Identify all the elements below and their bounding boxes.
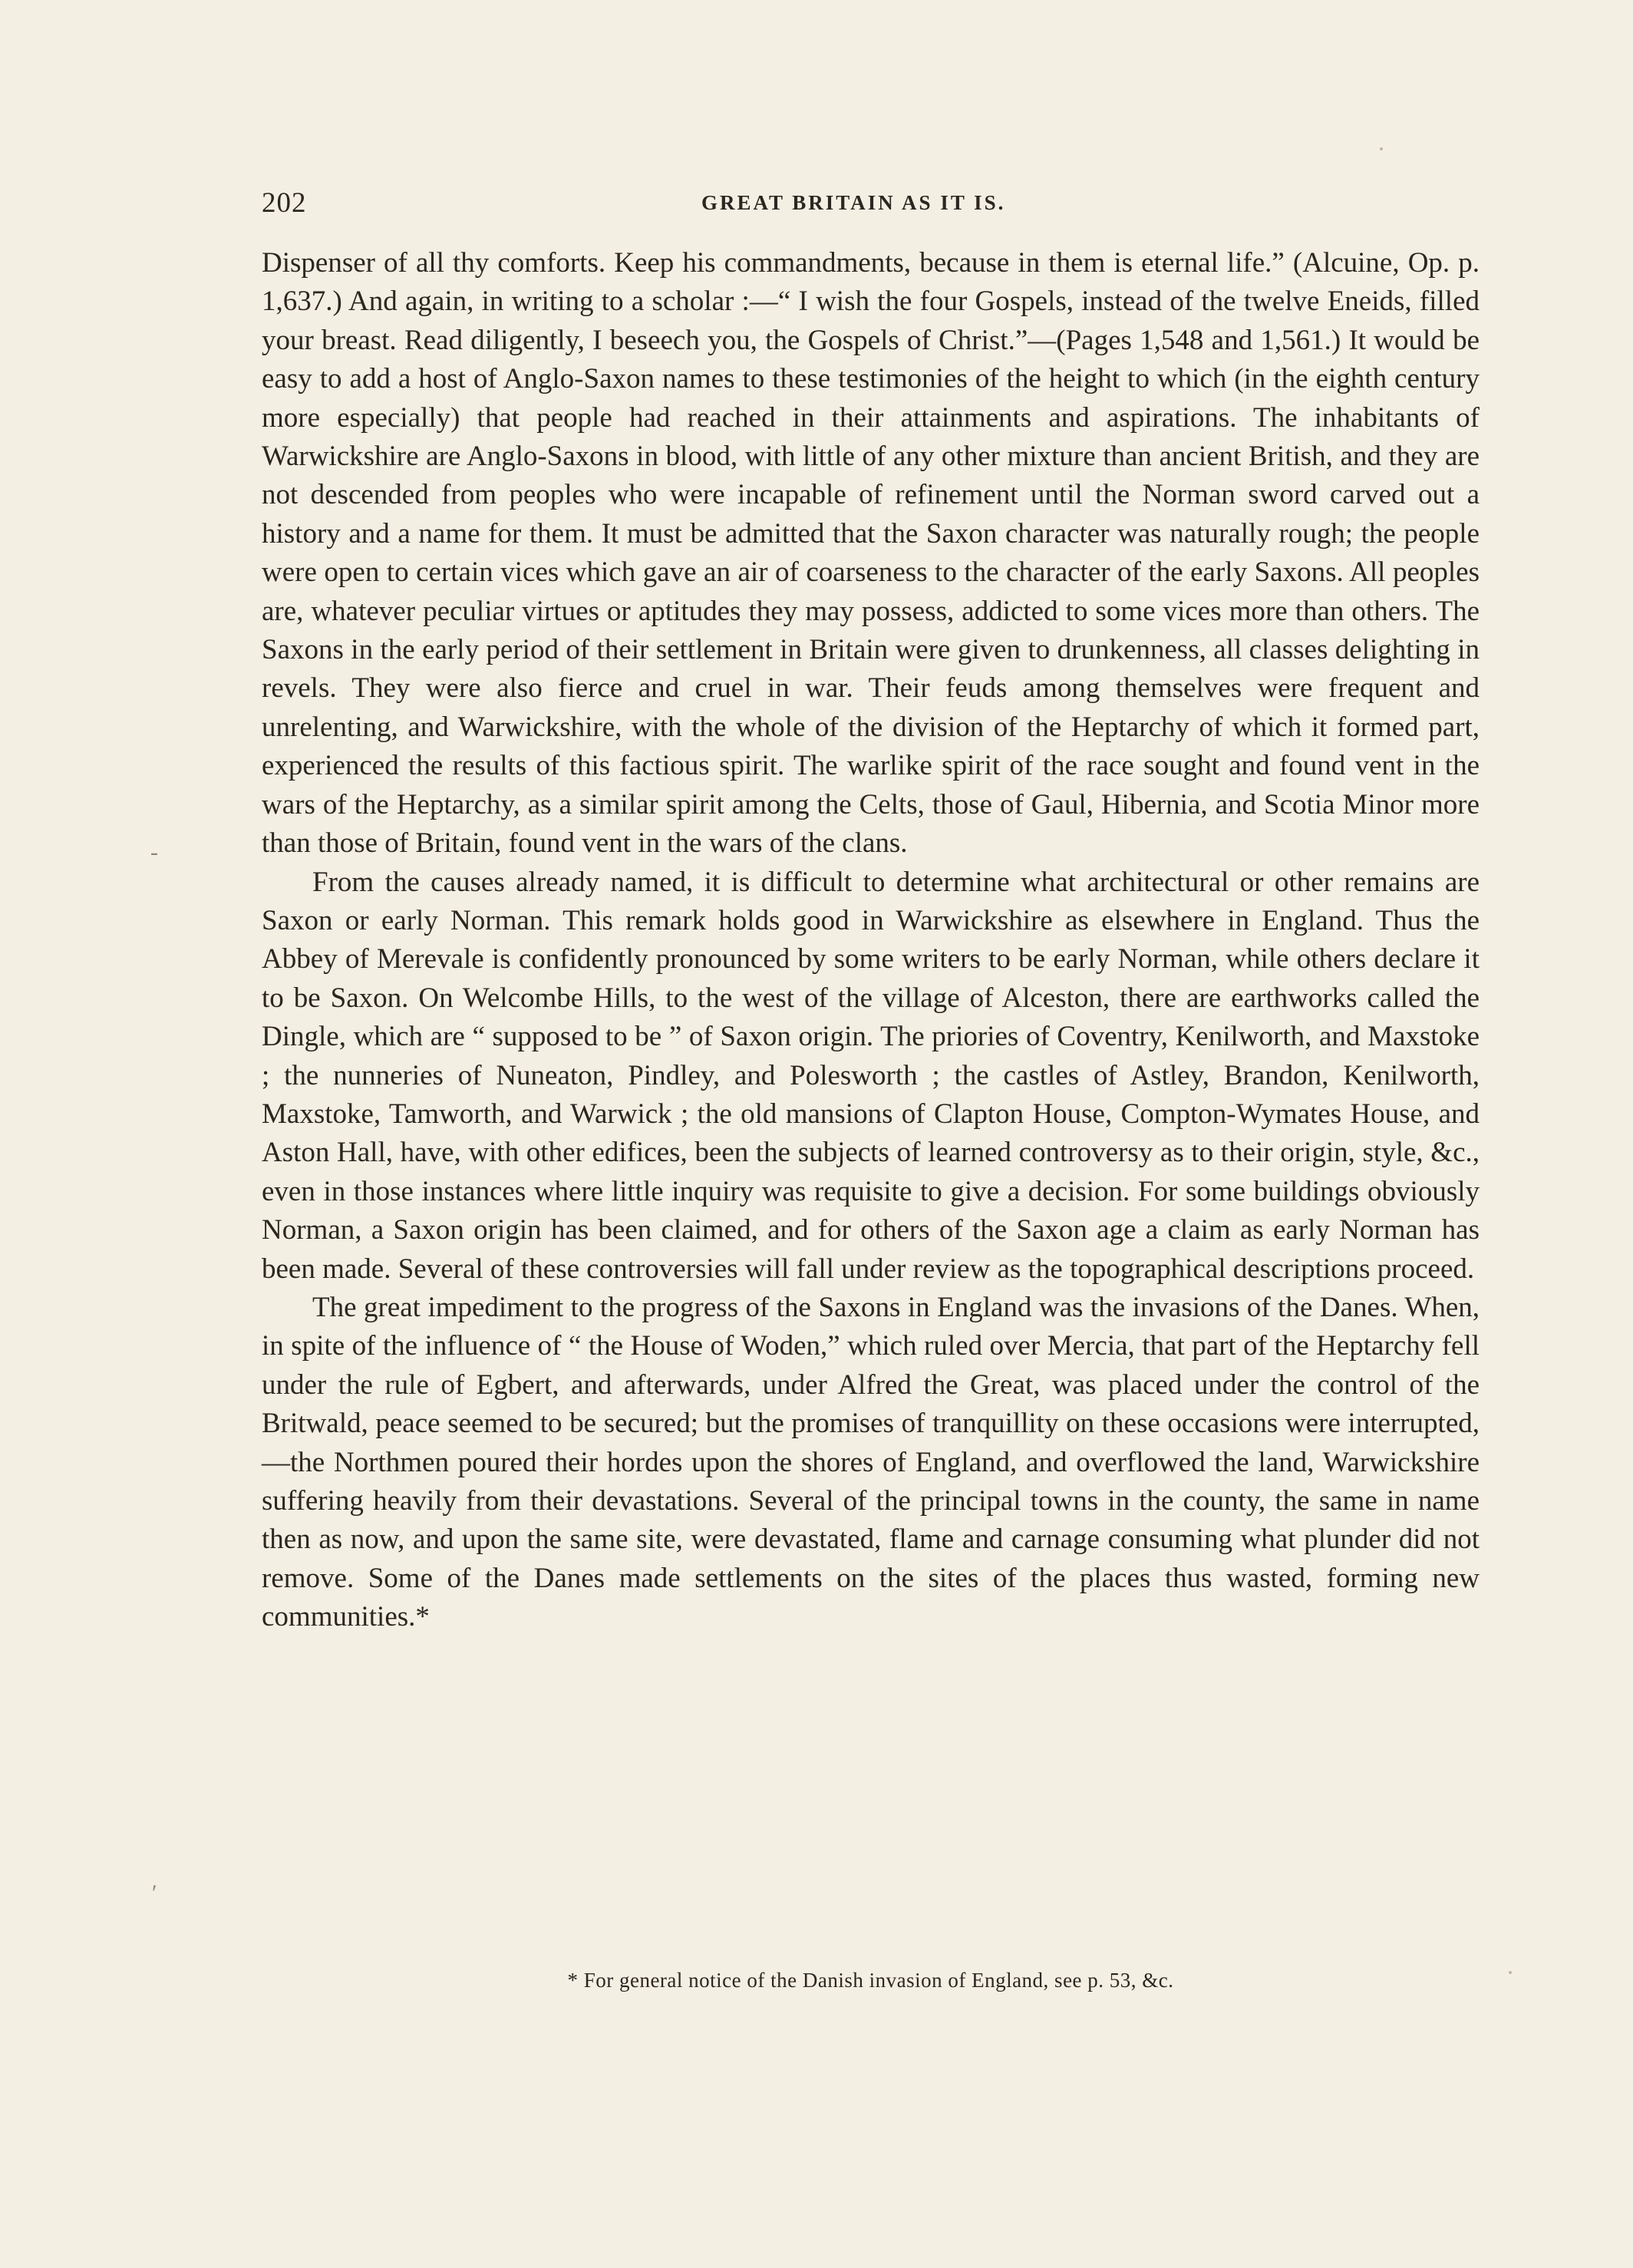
running-head xyxy=(262,187,1474,225)
paragraph-1: Dispenser of all thy comforts. Keep his commandments, because in them is eternal life.” (Alcuine, Op. p. 1,637.) And again, in writing to a scholar :—“ I wish the four Gospels, instead of the twelve Eneids, filled your breast. Read diligently, I beseech you, the Gospels of Christ.”—(Pages 1,548 and 1,561.) It would be easy to add a host of Anglo-Saxon names to these testimonies of the height to which (in the eighth century more especially) that people had reached in their attainments and aspirations. The inhabitants of Warwickshire are Anglo-Saxons in blood, with little of any other mixture than ancient British, and they are not descended from peoples who were incapable of refinement until the Norman sword carved out a history and a name for them. It must be admitted that the Saxon character was naturally rough; the people were open to certain vices which gave an air of coarseness to the character of the early Saxons. All peoples are, whatever peculiar virtues or aptitudes they may possess, addicted to some vices more than others. The Saxons in the early period of their settlement in Britain were given to drunkenness, all classes delighting in revels. They were also fierce and cruel in war. Their feuds among themselves were frequent and unrelenting, and Warwickshire, with the whole of the division of the Heptarchy of which it formed part, experienced the results of this factious spirit. The warlike spirit of the race sought and found vent in the wars of the Heptarchy, as a similar spirit among the Celts, those of Gaul, Hibernia, and Scotia Minor more than those of Britain, found vent in the wars of the clans. xyxy=(262,247,1480,860)
paragraph-3: The great impediment to the progress of the Saxons in England was the invasions of the Danes. When, in spite of the influence of “ the House of Woden,” which ruled over Mercia, that part of the Heptarchy fell under the rule of Egbert, and afterwards, under Alfred the Great, was placed under the control of the Britwald, peace seemed to be secured; but the promises of tranquillity on these occasions were interrupted,—the Northmen poured their hordes upon the shores of England, and overflowed the land, Warwickshire suffering heavily from their devastations. Several of the principal towns in the county, the same in name then as now, and upon the same site, were devastated, flame and carnage consuming what plunder did not remove. Some of the Danes made settlements on the sites of the places thus wasted, forming new communities.* xyxy=(262,1291,1480,1633)
margin-tick-mark: ′ xyxy=(152,1880,157,1906)
paper-speck xyxy=(1380,147,1383,150)
paragraph-2: From the causes already named, it is difficult to determine what architectural or other remains are Saxon or early Norman. This remark holds good in Warwickshire as elsewhere in England. Thus the Abbey of Merevale is confidently pronounced by some writers to be early Norman, while others declare it to be Saxon. On Welcombe Hills, to the west of the village of Alceston, there are earthworks called the Dingle, which are “ supposed to be ” of Saxon origin. The priories of Coventry, Kenilworth, and Maxstoke ; the nunneries of Nuneaton, Pindley, and Polesworth ; the castles of Astley, Brandon, Kenilworth, Maxstoke, Tamworth, and Warwick ; the old mansions of Clapton House, Compton-Wymates House, and Aston Hall, have, with other edifices, been the subjects of learned controversy as to their origin, style, &c., even in those instances where little inquiry was requisite to give a decision. For some buildings obviously Norman, a Saxon origin has been claimed, and for others of the Saxon age a claim as early Norman has been made. Several of these controversies will fall under review as the topographical descriptions proceed. xyxy=(262,866,1480,1285)
paper-speck xyxy=(1509,1971,1512,1974)
footnote: * For general notice of the Danish invasion of England, see p. 53, &c. xyxy=(567,1969,1174,1992)
running-title: GREAT BRITAIN AS IT IS. xyxy=(701,191,1006,214)
page-number: 202 xyxy=(262,187,307,219)
margin-dash-mark: - xyxy=(150,840,158,865)
body-text xyxy=(262,244,1480,1637)
